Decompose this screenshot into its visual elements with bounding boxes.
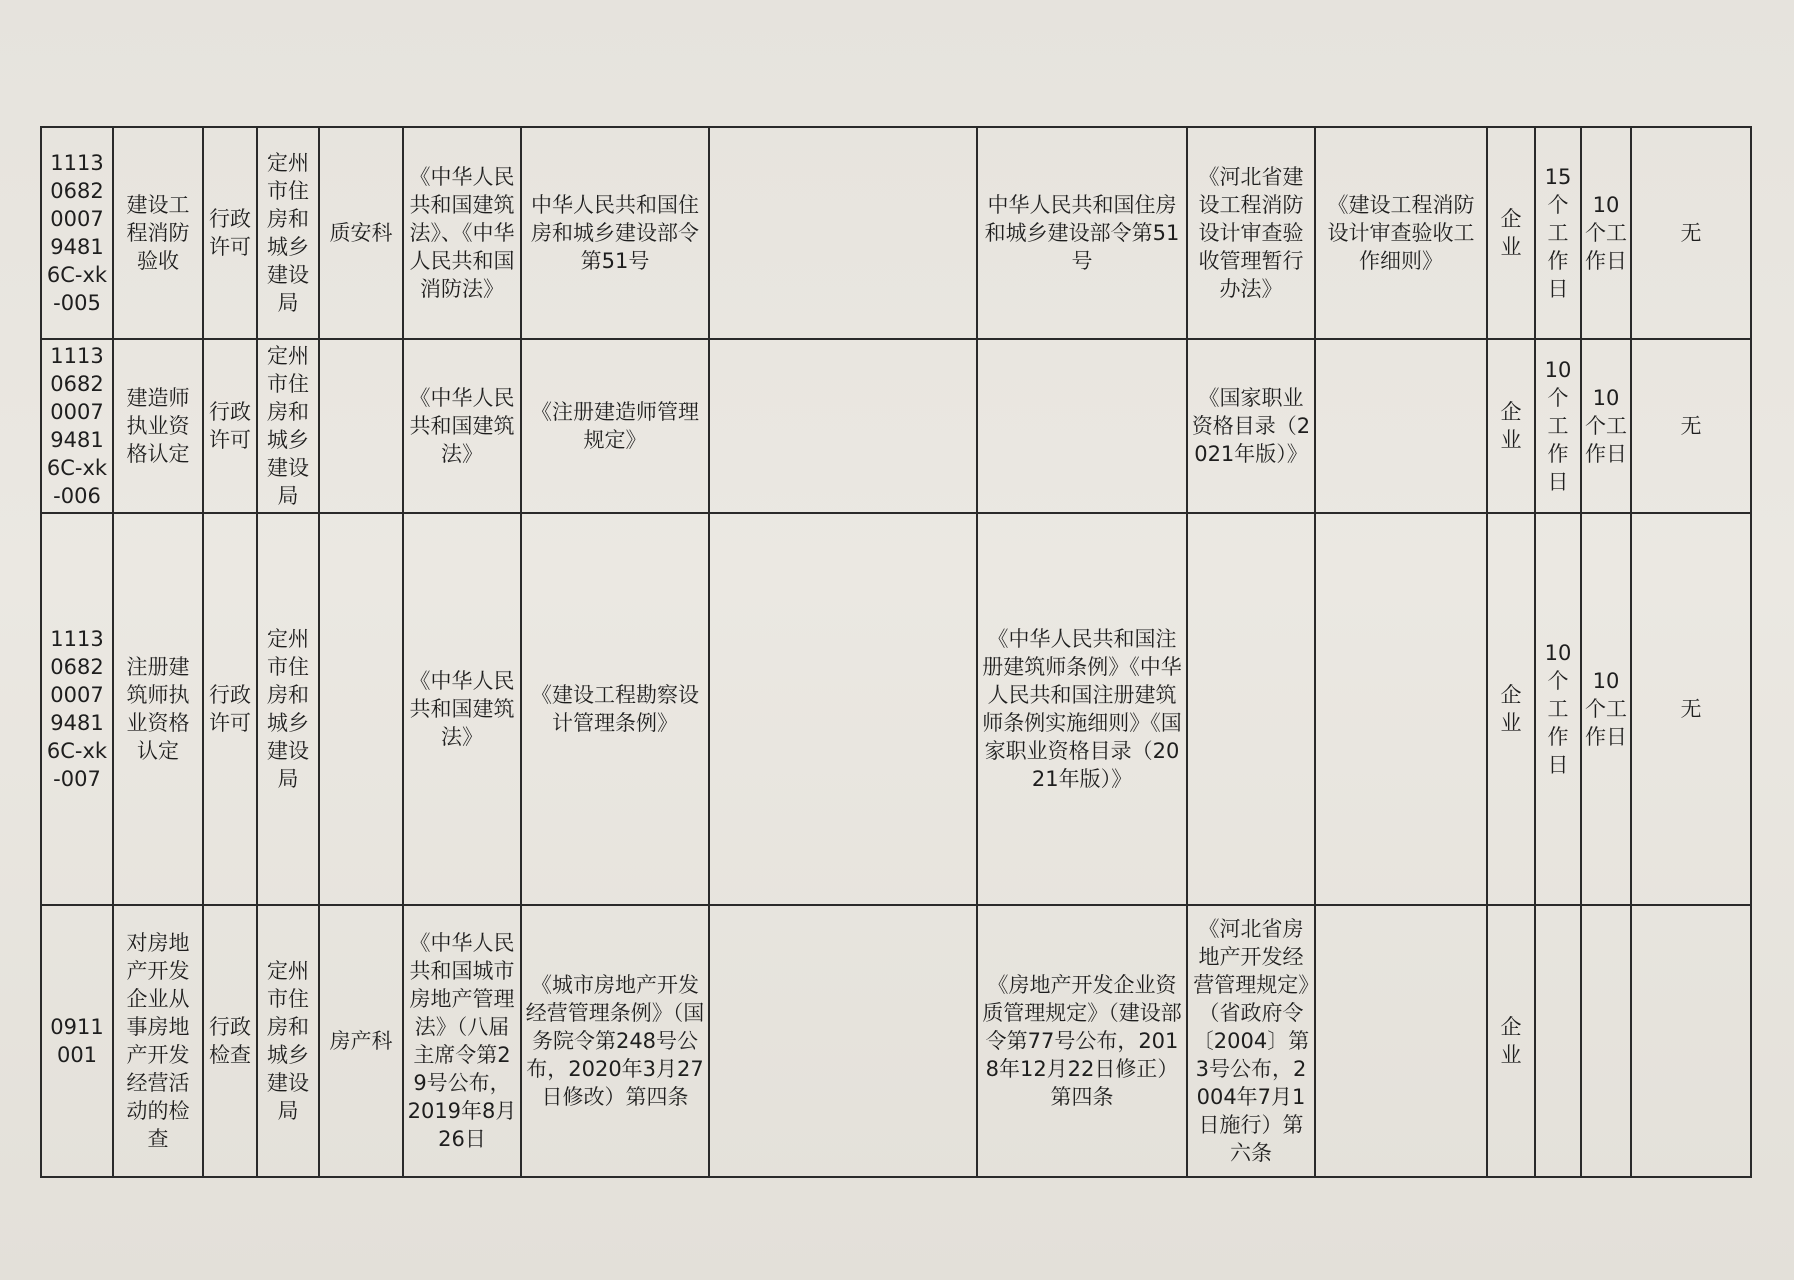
- promised-time-limit: 10个工作日: [1581, 513, 1631, 905]
- responsible-department: 房产科: [319, 905, 403, 1177]
- basis-department-rule: 《房地产开发企业资质管理规定》（建设部令第77号公布，2018年12月22日修正）第四条: [977, 905, 1187, 1177]
- item-name: 建设工程消防验收: [113, 127, 203, 339]
- implementing-authority: 定州市住房和城乡建设局: [257, 905, 319, 1177]
- promised-time-limit: [1581, 905, 1631, 1177]
- promised-time-limit: 10个工作日: [1581, 127, 1631, 339]
- basis-law: 《中华人民共和国建筑法》: [403, 513, 521, 905]
- responsible-department: [319, 339, 403, 513]
- basis-law: 《中华人民共和国建筑法》: [403, 339, 521, 513]
- basis-department-rule: 《中华人民共和国注册建筑师条例》《中华人民共和国注册建筑师条例实施细则》《国家职业资格目录（2021年版）》: [977, 513, 1187, 905]
- responsible-department: 质安科: [319, 127, 403, 339]
- implementing-authority: 定州市住房和城乡建设局: [257, 339, 319, 513]
- fee-status: 无: [1631, 513, 1751, 905]
- item-name: 建造师执业资格认定: [113, 339, 203, 513]
- item-type: 行政许可: [203, 339, 257, 513]
- administrative-power-table: [40, 126, 1752, 1178]
- item-code: 1113068200079481 6C-xk-006: [41, 339, 113, 513]
- table-row: [41, 339, 1751, 513]
- table-row: [41, 905, 1751, 1177]
- table-row: [41, 127, 1751, 339]
- basis-normative-document: [1315, 905, 1487, 1177]
- legal-time-limit: [1535, 905, 1581, 1177]
- item-type: 行政检查: [203, 905, 257, 1177]
- responsible-department: [319, 513, 403, 905]
- basis-department-rule: 中华人民共和国住房和城乡建设部令第51号: [977, 127, 1187, 339]
- item-type: 行政许可: [203, 513, 257, 905]
- basis-law: 《中华人民共和国建筑法》、《中华人民共和国消防法》: [403, 127, 521, 339]
- fee-status: 无: [1631, 127, 1751, 339]
- basis-regulation: 中华人民共和国住房和城乡建设部令第51号: [521, 127, 709, 339]
- table-row: [41, 513, 1751, 905]
- item-name: 注册建筑师执业资格认定: [113, 513, 203, 905]
- service-object: 企业: [1487, 339, 1535, 513]
- legal-time-limit: 15个工作日: [1535, 127, 1581, 339]
- basis-regulation: 《建设工程勘察设计管理条例》: [521, 513, 709, 905]
- basis-normative-document: [1315, 339, 1487, 513]
- service-object: 企业: [1487, 513, 1535, 905]
- basis-normative-document: [1315, 513, 1487, 905]
- basis-provincial-rule: [1187, 513, 1315, 905]
- basis-local-regulation: [709, 127, 977, 339]
- promised-time-limit: 10个工作日: [1581, 339, 1631, 513]
- item-code: 1113068200079481 6C-xk-005: [41, 127, 113, 339]
- basis-provincial-rule: 《河北省建设工程消防设计审查验收管理暂行办法》: [1187, 127, 1315, 339]
- item-code: 1113068200079481 6C-xk-007: [41, 513, 113, 905]
- service-object: 企业: [1487, 127, 1535, 339]
- item-type: 行政许可: [203, 127, 257, 339]
- basis-department-rule: [977, 339, 1187, 513]
- implementing-authority: 定州市住房和城乡建设局: [257, 127, 319, 339]
- item-name: 对房地产开发企业从事房地产开发经营活动的检查: [113, 905, 203, 1177]
- basis-normative-document: 《建设工程消防设计审查验收工作细则》: [1315, 127, 1487, 339]
- implementing-authority: 定州市住房和城乡建设局: [257, 513, 319, 905]
- item-code: 0911001: [41, 905, 113, 1177]
- basis-local-regulation: [709, 513, 977, 905]
- legal-time-limit: 10个工作日: [1535, 513, 1581, 905]
- legal-time-limit: 10个工作日: [1535, 339, 1581, 513]
- basis-provincial-rule: 《国家职业资格目录（2021年版）》: [1187, 339, 1315, 513]
- basis-law: 《中华人民共和国城市房地产管理法》（八届主席令第29号公布，2019年8月26日: [403, 905, 521, 1177]
- fee-status: [1631, 905, 1751, 1177]
- service-object: 企业: [1487, 905, 1535, 1177]
- basis-local-regulation: [709, 339, 977, 513]
- basis-provincial-rule: 《河北省房地产开发经营管理规定》（省政府令〔2004〕第3号公布，2004年7月1日施行）第六条: [1187, 905, 1315, 1177]
- basis-regulation: 《注册建造师管理规定》: [521, 339, 709, 513]
- fee-status: 无: [1631, 339, 1751, 513]
- basis-regulation: 《城市房地产开发经营管理条例》（国务院令第248号公布，2020年3月27日修改）第四条: [521, 905, 709, 1177]
- basis-local-regulation: [709, 905, 977, 1177]
